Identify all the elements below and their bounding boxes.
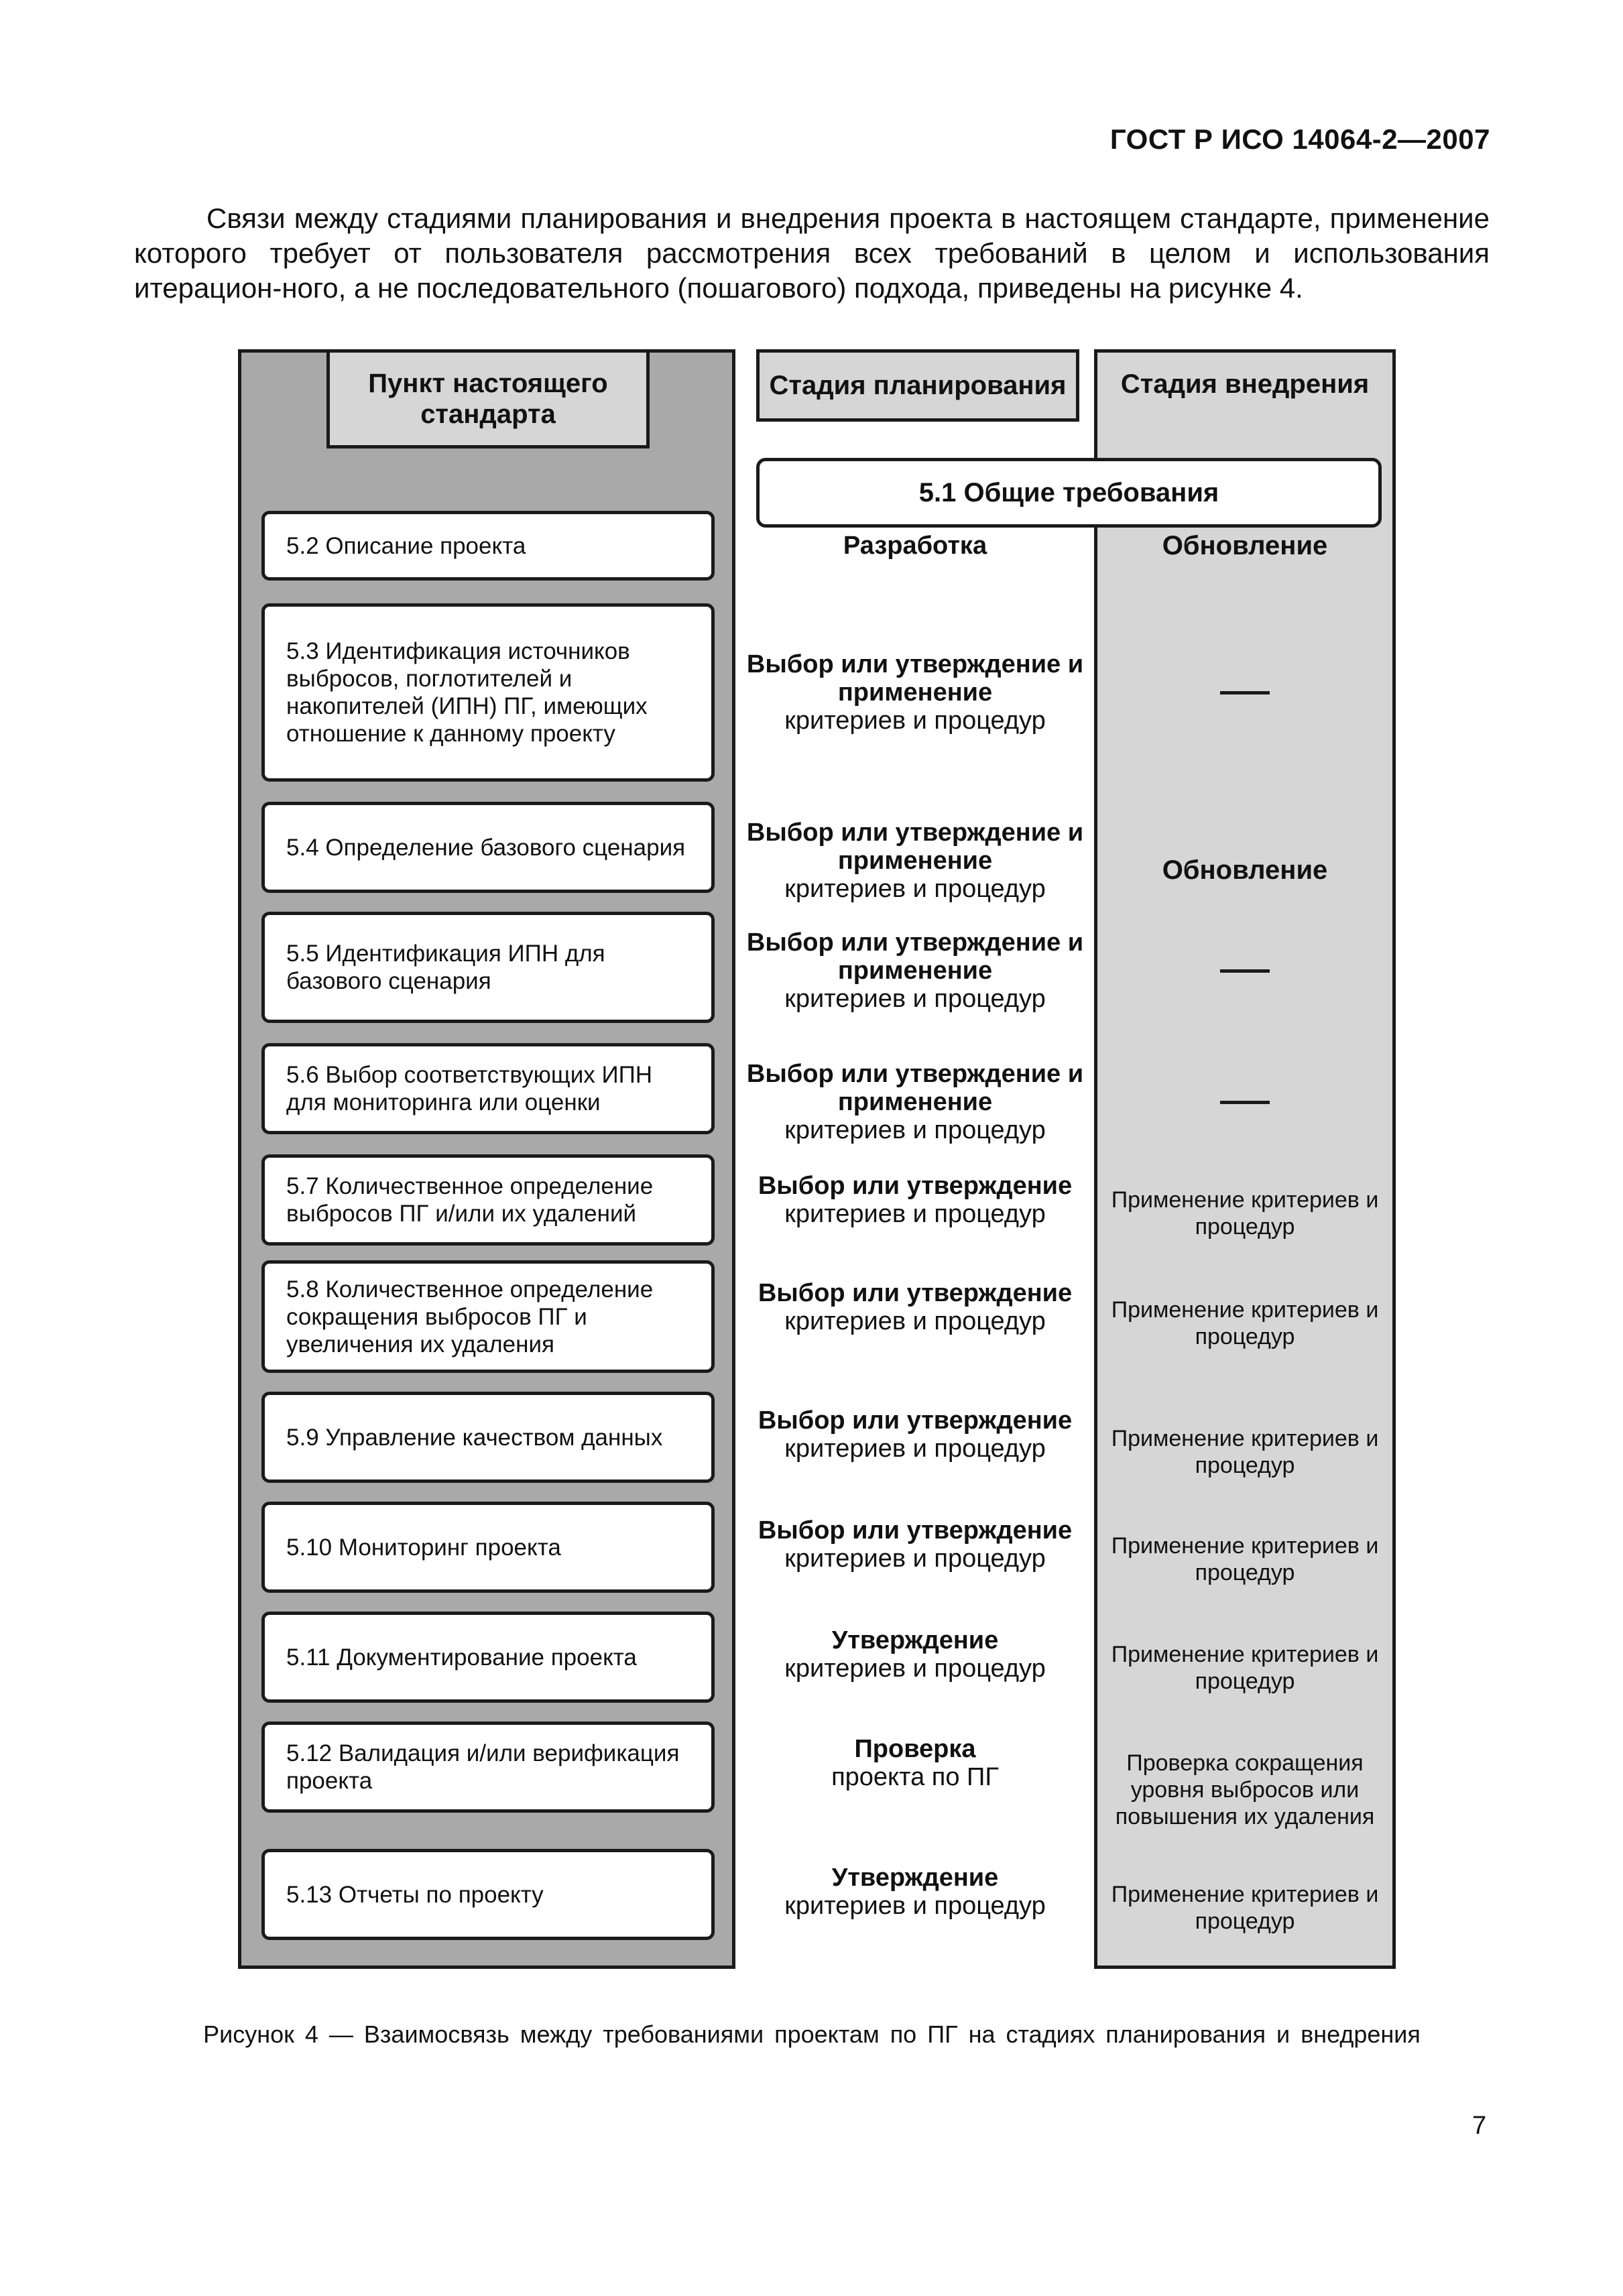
planning-detail: критериев и процедур <box>784 1654 1046 1683</box>
planning-detail: критериев и процедур <box>784 1200 1046 1228</box>
planning-detail: критериев и процедур <box>784 707 1046 735</box>
clause-box: 5.9 Управление качеством данных <box>261 1392 715 1483</box>
implementation-cell: Применение критериев и процедур <box>1111 1642 1379 1694</box>
planning-cell <box>736 1043 1094 1161</box>
none-dash <box>1220 969 1270 973</box>
planning-detail: критериев и процедур <box>784 1545 1046 1573</box>
figure-caption: Рисунок 4 — Взаимосвязь между требованиями проектам по ПГ на стадиях планирования и внедрения <box>203 2020 1421 2048</box>
planning-cell <box>736 1621 1094 1688</box>
planning-action: Утверждение <box>831 1864 999 1892</box>
clause-box: 5.7 Количественное определение выбросов ПГ и/или их удалений <box>261 1154 715 1246</box>
planning-cell <box>736 802 1094 920</box>
planning-action: Выбор или утверждение и применение <box>746 928 1084 985</box>
planning-cell <box>736 1511 1094 1578</box>
planning-action: Разработка <box>843 532 987 560</box>
planning-action: Выбор или утверждение <box>758 1172 1073 1200</box>
planning-detail: проекта по ПГ <box>831 1763 999 1791</box>
implementation-cell: Применение критериев и процедур <box>1111 1426 1379 1478</box>
clause-box: 5.4 Определение базового сценария <box>261 802 715 893</box>
planning-cell <box>736 1858 1094 1925</box>
planning-detail: критериев и процедур <box>784 875 1046 903</box>
implementation-cell <box>1097 912 1392 1030</box>
clause-column-header: Пункт настоящего стандарта <box>326 349 650 448</box>
planning-action: Выбор или утверждение и применение <box>746 1060 1084 1116</box>
planning-detail: критериев и процедур <box>784 1435 1046 1463</box>
implementation-cell: Обновление <box>1162 855 1328 885</box>
planning-cell <box>736 511 1094 581</box>
implementation-cell: Применение критериев и процедур <box>1111 1297 1379 1349</box>
planning-cell <box>736 912 1094 1030</box>
planning-action: Выбор или утверждение <box>758 1516 1073 1545</box>
planning-detail: критериев и процедур <box>784 1116 1046 1144</box>
planning-detail: критериев и процедур <box>784 1892 1046 1920</box>
page-number: 7 <box>1472 2112 1487 2140</box>
planning-cell <box>736 1730 1094 1797</box>
clause-box: 5.2 Описание проекта <box>261 511 715 581</box>
planning-cell <box>736 1401 1094 1468</box>
clause-box: 5.3 Идентификация источников выбросов, поглотителей и накопителей (ИПН) ПГ, имеющих отношение к данному проекту <box>261 603 715 782</box>
clause-box: 5.6 Выбор соответствующих ИПН для мониторинга или оценки <box>261 1043 715 1134</box>
clause-box: 5.12 Валидация и/или верификация проекта <box>261 1721 715 1813</box>
planning-action: Выбор или утверждение и применение <box>746 650 1084 707</box>
intro-paragraph <box>134 201 1490 306</box>
implementation-cell: Обновление <box>1162 531 1328 560</box>
implementation-cell <box>1097 603 1392 782</box>
implementation-cell: Применение критериев и процедур <box>1111 1882 1379 1934</box>
general-requirements-box: 5.1 Общие требования <box>756 458 1382 528</box>
planning-cell <box>736 603 1094 782</box>
clause-box: 5.13 Отчеты по проекту <box>261 1849 715 1940</box>
planning-detail: критериев и процедур <box>784 1307 1046 1335</box>
planning-column-header: Стадия планирования <box>756 349 1079 422</box>
planning-cell <box>736 1166 1094 1233</box>
clause-box: 5.5 Идентификация ИПН для базового сценария <box>261 912 715 1023</box>
planning-detail: критериев и процедур <box>784 985 1046 1013</box>
planning-cell <box>736 1274 1094 1341</box>
planning-action: Выбор или утверждение <box>758 1406 1073 1435</box>
planning-action: Проверка <box>854 1735 976 1763</box>
planning-action: Утверждение <box>831 1626 999 1654</box>
intro-text: Связи между стадиями планирования и внедрения проекта в настоящем стандарте, применение которого требует от пользователя рассмотрения всех требований в целом и использования итерацион-ного, а не последовательного (пошагового) подхода, приведены на рисунке 4. <box>134 202 1490 304</box>
planning-action: Выбор или утверждение <box>758 1279 1073 1307</box>
clause-box: 5.8 Количественное определение сокращения выбросов ПГ и увеличения их удаления <box>261 1260 715 1373</box>
implementation-cell: Проверка сокращения уровня выбросов или повышения их удаления <box>1115 1750 1375 1829</box>
planning-action: Выбор или утверждение и применение <box>746 819 1084 875</box>
clause-box: 5.11 Документирование проекта <box>261 1612 715 1703</box>
none-dash <box>1220 691 1270 694</box>
implementation-cell <box>1097 1043 1392 1161</box>
none-dash <box>1220 1101 1270 1104</box>
implementation-column-header: Стадия внедрения <box>1120 369 1370 399</box>
implementation-cell: Применение критериев и процедур <box>1111 1533 1379 1585</box>
clause-box: 5.10 Мониторинг проекта <box>261 1502 715 1593</box>
document-header: ГОСТ Р ИСО 14064-2—2007 <box>1109 123 1490 155</box>
implementation-cell: Применение критериев и процедур <box>1111 1187 1379 1240</box>
